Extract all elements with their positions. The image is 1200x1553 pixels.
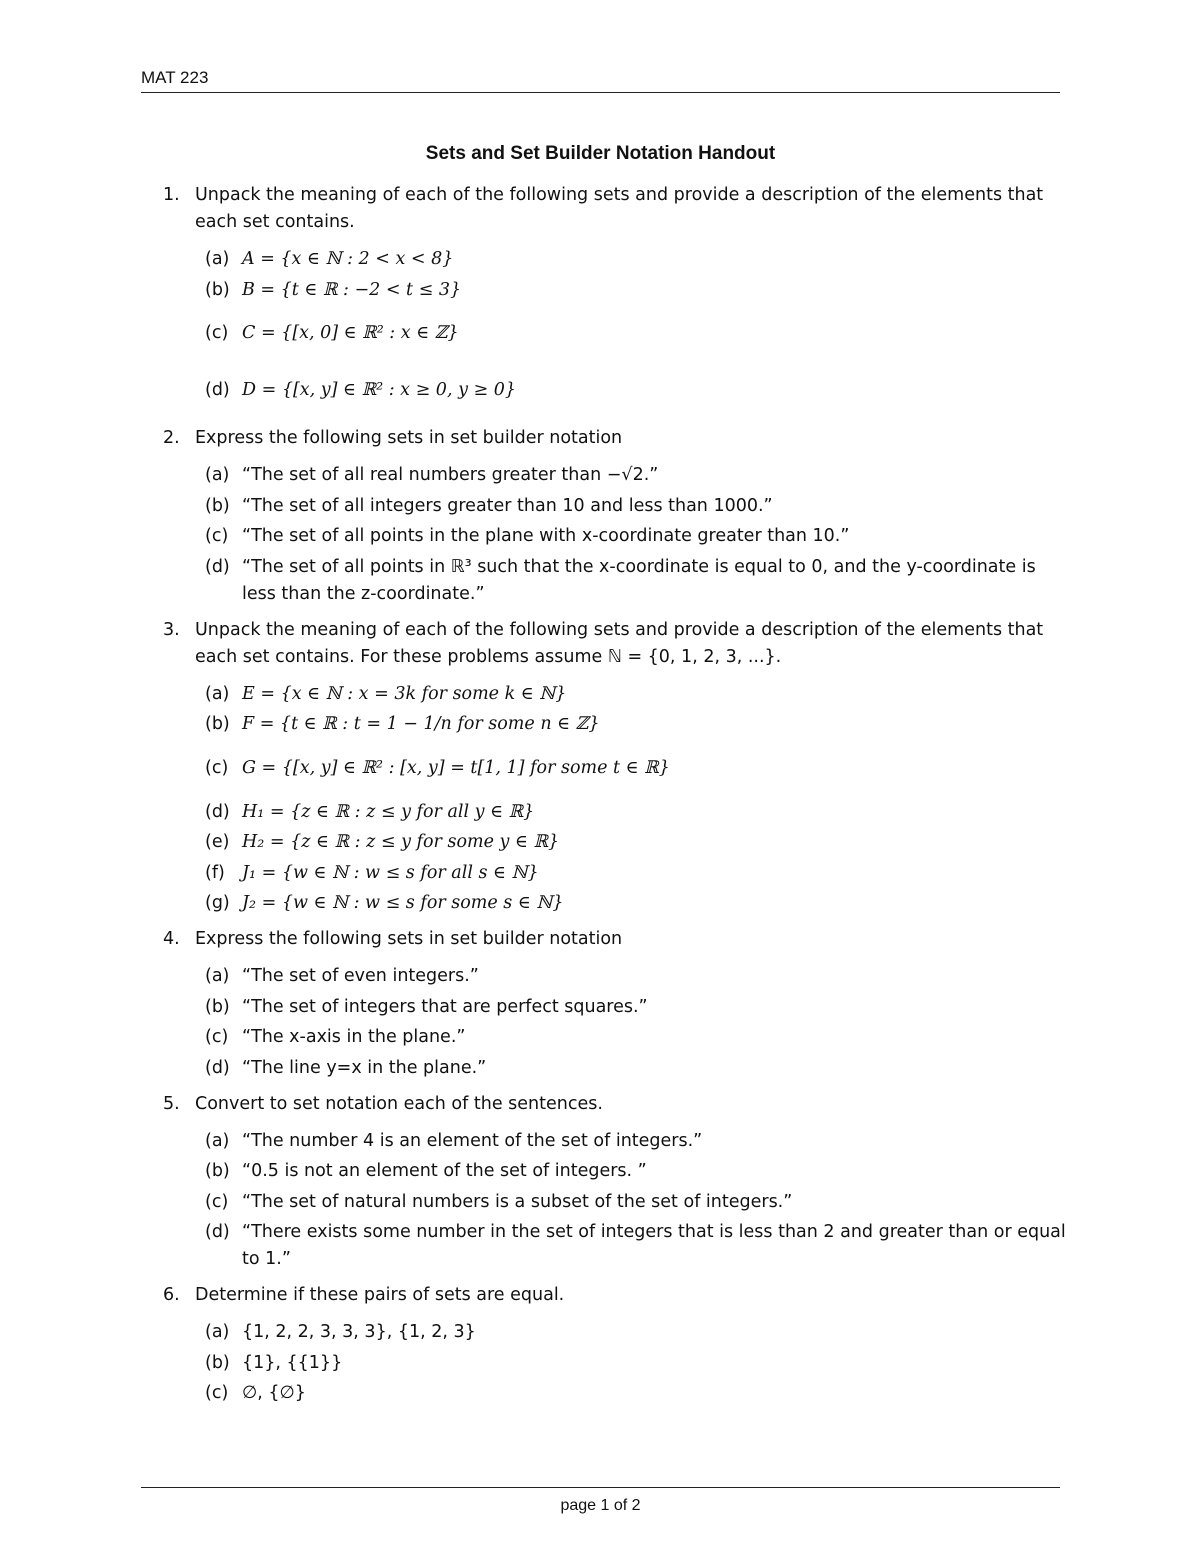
item-text: G = {[x, y] ∈ ℝ² : [x, y] = t[1, 1] for some t ∈ ℝ} bbox=[242, 757, 670, 778]
item-text: “The set of all integers greater than 10 and less than 1000.” bbox=[242, 495, 773, 516]
problem-6 bbox=[141, 1282, 1066, 1407]
item-label: (a) bbox=[205, 249, 230, 269]
problem-number: 3. bbox=[163, 619, 180, 640]
list-item bbox=[195, 711, 1066, 738]
item-label: (g) bbox=[205, 893, 230, 913]
item-list bbox=[195, 246, 1066, 416]
item-list bbox=[195, 1319, 1066, 1407]
item-text: “The set of even integers.” bbox=[242, 966, 479, 986]
item-label: (b) bbox=[205, 495, 230, 516]
item-text: D = {[x, y] ∈ ℝ² : x ≥ 0, y ≥ 0} bbox=[242, 380, 517, 400]
problem-text: Determine if these pairs of sets are equal. bbox=[195, 1285, 565, 1305]
item-label: (c) bbox=[205, 526, 229, 546]
problem-list bbox=[141, 182, 1066, 1416]
item-label: (a) bbox=[205, 465, 230, 485]
problem-2 bbox=[141, 425, 1066, 608]
list-item bbox=[195, 1158, 1066, 1185]
item-text: “The set of all points in ℝ³ such that the x-coordinate is equal to 0, and the y-coordinate is less than the z-coordinate.” bbox=[242, 556, 1036, 604]
list-item bbox=[195, 1024, 1066, 1051]
item-text: ∅, {∅} bbox=[242, 1383, 306, 1403]
list-item bbox=[195, 554, 1066, 608]
item-label: (d) bbox=[205, 1057, 230, 1078]
item-label: (d) bbox=[205, 801, 230, 822]
item-text: F = {t ∈ ℝ : t = 1 − 1/n for some n ∈ ℤ} bbox=[242, 714, 600, 734]
item-text: {1}, {{1}} bbox=[242, 1352, 343, 1373]
item-text: “The set of all real numbers greater than −√2.” bbox=[242, 465, 659, 485]
problem-text: Unpack the meaning of each of the following sets and provide a description of the elements that each set contains. bbox=[195, 185, 1044, 232]
item-list bbox=[195, 1128, 1066, 1274]
problem-1 bbox=[141, 182, 1066, 416]
item-label: (d) bbox=[205, 380, 230, 400]
item-list bbox=[195, 963, 1066, 1082]
list-item bbox=[195, 1380, 1066, 1407]
item-label: (e) bbox=[205, 832, 230, 852]
list-item bbox=[195, 994, 1066, 1021]
item-text: {1, 2, 2, 3, 3, 3}, {1, 2, 3} bbox=[242, 1322, 476, 1342]
list-item bbox=[195, 742, 1066, 794]
problem-number: 1. bbox=[163, 185, 180, 205]
list-item bbox=[195, 277, 1066, 304]
list-item bbox=[195, 799, 1066, 826]
problem-4 bbox=[141, 926, 1066, 1082]
page-number: page 1 of 2 bbox=[560, 1497, 641, 1514]
item-text: J₂ = {w ∈ ℕ : w ≤ s for some s ∈ ℕ} bbox=[242, 893, 564, 913]
problem-text: Unpack the meaning of each of the following sets and provide a description of the elements that each set contains. For these problems assume ℕ = {0, 1, 2, 3, ...}. bbox=[195, 619, 1044, 667]
list-item bbox=[195, 860, 1066, 887]
item-label: (c) bbox=[205, 1383, 229, 1403]
item-text: “The line y=x in the plane.” bbox=[242, 1057, 487, 1078]
problem-text: Express the following sets in set builder notation bbox=[195, 929, 623, 949]
list-item bbox=[195, 1128, 1066, 1155]
item-label: (a) bbox=[205, 683, 230, 704]
item-text: “The x-axis in the plane.” bbox=[242, 1027, 466, 1047]
item-label: (c) bbox=[205, 757, 229, 778]
item-text: “The set of all points in the plane with x-coordinate greater than 10.” bbox=[242, 526, 850, 546]
list-item bbox=[195, 829, 1066, 856]
item-text: “The set of integers that are perfect squares.” bbox=[242, 996, 648, 1017]
list-item bbox=[195, 1350, 1066, 1377]
item-text: “There exists some number in the set of integers that is less than 2 and greater than or equal to 1.” bbox=[242, 1222, 1066, 1269]
item-label: (b) bbox=[205, 1352, 230, 1373]
problem-3 bbox=[141, 617, 1066, 918]
problem-5 bbox=[141, 1091, 1066, 1274]
item-label: (c) bbox=[205, 1027, 229, 1047]
item-text: A = {x ∈ ℕ : 2 < x < 8} bbox=[242, 249, 454, 269]
item-label: (a) bbox=[205, 966, 230, 986]
item-label: (c) bbox=[205, 323, 229, 343]
list-item bbox=[195, 523, 1066, 550]
item-text: H₂ = {z ∈ ℝ : z ≤ y for some y ∈ ℝ} bbox=[242, 832, 560, 852]
problem-text: Convert to set notation each of the sentences. bbox=[195, 1093, 603, 1114]
item-text: H₁ = {z ∈ ℝ : z ≤ y for all y ∈ ℝ} bbox=[242, 801, 535, 822]
item-label: (c) bbox=[205, 1191, 229, 1212]
item-label: (f) bbox=[205, 862, 225, 883]
item-label: (d) bbox=[205, 1222, 230, 1242]
item-text: J₁ = {w ∈ ℕ : w ≤ s for all s ∈ ℕ} bbox=[242, 862, 539, 883]
list-item bbox=[195, 681, 1066, 708]
list-item bbox=[195, 493, 1066, 520]
item-label: (b) bbox=[205, 996, 230, 1017]
header-rule bbox=[141, 92, 1060, 93]
item-label: (a) bbox=[205, 1322, 230, 1342]
item-label: (b) bbox=[205, 714, 230, 734]
footer-rule bbox=[141, 1487, 1060, 1488]
page-title: Sets and Set Builder Notation Handout bbox=[425, 143, 776, 164]
list-item bbox=[195, 1055, 1066, 1082]
problem-number: 2. bbox=[163, 428, 180, 448]
list-item bbox=[195, 364, 1066, 416]
item-text: “The number 4 is an element of the set of integers.” bbox=[242, 1130, 703, 1151]
problem-number: 5. bbox=[163, 1093, 180, 1114]
item-list bbox=[195, 681, 1066, 918]
item-text: C = {[x, 0] ∈ ℝ² : x ∈ ℤ} bbox=[242, 323, 459, 343]
list-item bbox=[195, 307, 1066, 359]
item-label: (b) bbox=[205, 279, 230, 300]
list-item bbox=[195, 890, 1066, 917]
list-item bbox=[195, 1319, 1066, 1346]
item-text: “0.5 is not an element of the set of integers. ” bbox=[242, 1161, 647, 1181]
item-text: “The set of natural numbers is a subset of the set of integers.” bbox=[242, 1191, 793, 1212]
item-text: E = {x ∈ ℕ : x = 3k for some k ∈ ℕ} bbox=[242, 683, 567, 704]
course-header: MAT 223 bbox=[141, 68, 209, 87]
item-list bbox=[195, 462, 1066, 608]
list-item bbox=[195, 1219, 1066, 1273]
item-label: (b) bbox=[205, 1161, 230, 1181]
list-item bbox=[195, 1189, 1066, 1216]
item-label: (a) bbox=[205, 1130, 230, 1151]
item-text: B = {t ∈ ℝ : −2 < t ≤ 3} bbox=[242, 279, 462, 300]
list-item bbox=[195, 462, 1066, 489]
list-item bbox=[195, 963, 1066, 990]
problem-number: 6. bbox=[163, 1285, 180, 1305]
problem-text: Express the following sets in set builder notation bbox=[195, 428, 623, 448]
item-label: (d) bbox=[205, 556, 230, 577]
problem-number: 4. bbox=[163, 929, 180, 949]
list-item bbox=[195, 246, 1066, 273]
